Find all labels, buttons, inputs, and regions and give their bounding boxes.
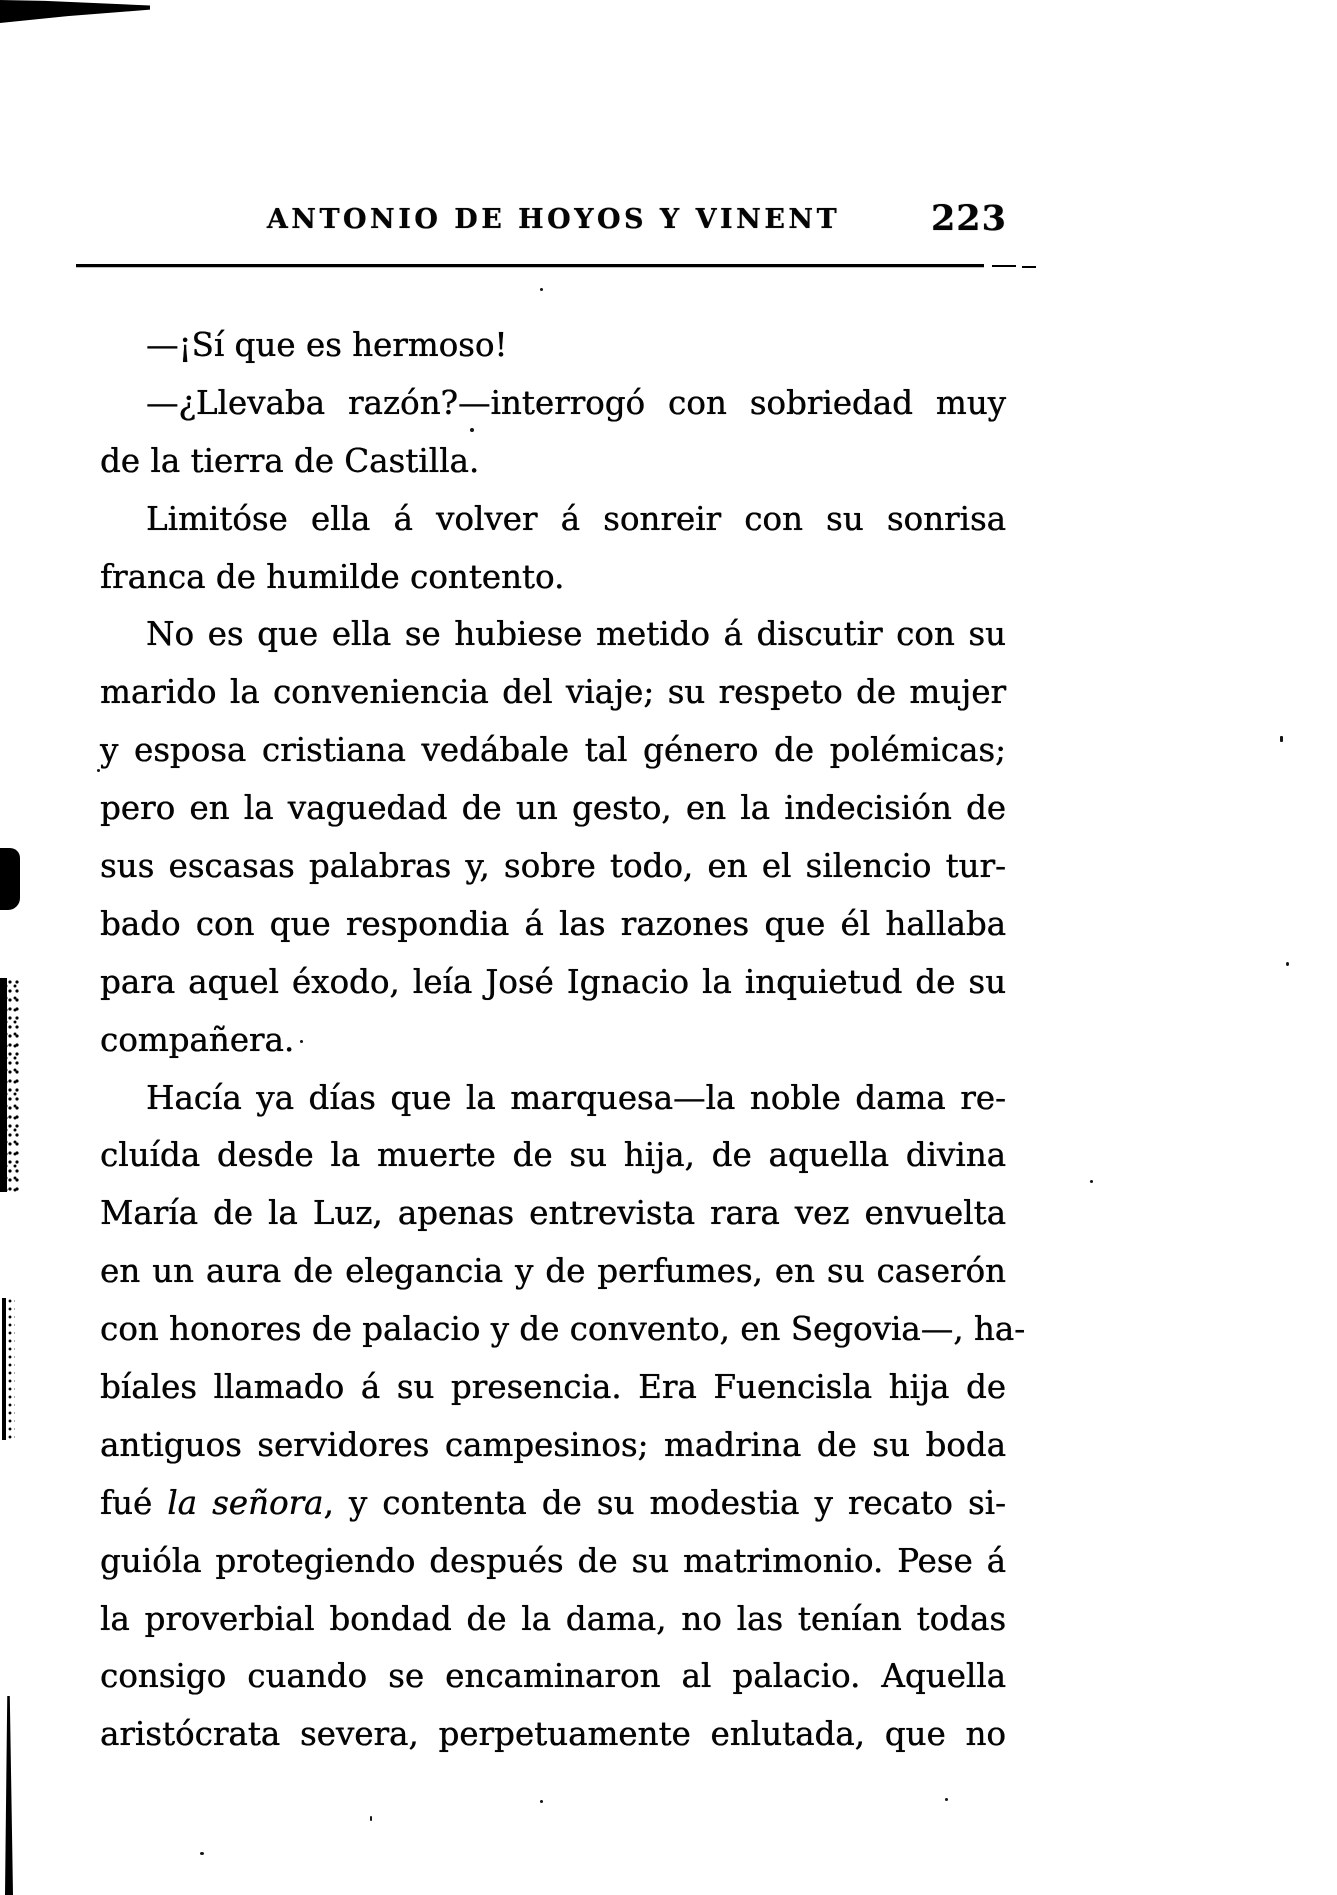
- text-line: [100, 1301, 1026, 1359]
- text-line: [100, 549, 1006, 607]
- text-line: [100, 1012, 1006, 1070]
- text-segment: de la tierra de Castilla.: [100, 441, 480, 480]
- text-segment: Hacía ya días que la marquesa—la noble dama re-: [146, 1078, 1006, 1117]
- scan-speck: [540, 288, 543, 291]
- text-segment: bado con que respondia á las razones que él hallaba: [100, 904, 1006, 943]
- text-segment: para aquel éxodo, leía José Ignacio la inquietud de su: [100, 962, 1006, 1001]
- text-line: [100, 433, 1006, 491]
- header-rule: [76, 264, 984, 267]
- scan-speck: [1286, 962, 1289, 966]
- text-segment: la proverbial bondad de la dama, no las tenían todas: [100, 1599, 1006, 1638]
- text-segment: franca de humilde contento.: [100, 557, 565, 596]
- scan-artifact-edge-line: [5, 1696, 13, 1895]
- scan-speck: [945, 1798, 948, 1801]
- header-rule-dash: [992, 265, 1016, 267]
- text-segment: compañera.: [100, 1020, 295, 1059]
- scan-speck: [370, 1816, 372, 1821]
- text-segment: sus escasas palabras y, sobre todo, en el silencio tur-: [100, 847, 1006, 886]
- text-segment: guióla protegiendo después de su matrimonio. Pese á: [100, 1541, 1006, 1580]
- text-segment: —¡Sí que es hermoso!: [146, 326, 508, 364]
- running-header-title: ANTONIO DE HOYOS Y VINENT: [266, 204, 841, 235]
- scan-artifact-speckle-band: [2, 1298, 15, 1440]
- text-line: [100, 1185, 1006, 1243]
- text-line: [100, 664, 1006, 722]
- text-segment: pero en la vaguedad de un gesto, en la indecisión de: [100, 789, 1006, 828]
- italic-text-segment: la señora: [167, 1483, 324, 1522]
- text-segment: cluída desde la muerte de su hija, de aquella divina: [100, 1136, 1006, 1175]
- text-line: [100, 838, 1006, 896]
- scan-artifact-corner-wedge: [0, 0, 150, 23]
- text-line: [100, 722, 1006, 780]
- text-line: [100, 375, 1006, 433]
- text-segment: Limitóse ella á volver á sonreir con su sonrisa: [146, 499, 1006, 538]
- text-line: [100, 1533, 1006, 1591]
- text-segment: —¿Llevaba razón?—interrogó con sobriedad muy: [146, 383, 1006, 422]
- text-line: [100, 780, 1006, 838]
- text-line: [100, 1417, 1006, 1475]
- text-line: [100, 317, 1006, 375]
- scan-speck: [540, 1800, 543, 1803]
- text-line: [100, 1475, 1006, 1533]
- body-text: [100, 317, 1026, 1764]
- text-line: [100, 606, 1006, 664]
- page-number: 223: [930, 198, 1007, 239]
- text-line: [100, 1070, 1006, 1128]
- text-segment: bíales llamado á su presencia. Era Fuencisla hija de: [100, 1368, 1006, 1407]
- text-line: [100, 896, 1006, 954]
- text-line: [100, 1127, 1006, 1185]
- scan-artifact-speckle-band: [0, 978, 22, 1192]
- text-segment: antiguos servidores campesinos; madrina de su boda: [100, 1425, 1006, 1464]
- text-line: [100, 1648, 1006, 1706]
- scan-speck: [200, 1852, 204, 1855]
- text-line: [100, 1706, 1006, 1764]
- scan-speck: [1280, 736, 1283, 742]
- text-segment: aristócrata severa, perpetuamente enlutada, que no: [100, 1715, 1006, 1754]
- scan-artifact-edge-blob: [0, 848, 20, 910]
- text-segment: fué: [100, 1483, 168, 1522]
- running-header: [100, 198, 1007, 246]
- text-segment: en un aura de elegancia y de perfumes, en su caserón: [100, 1252, 1006, 1291]
- text-segment: con honores de palacio y de convento, en Segovia—, ha-: [100, 1310, 1026, 1349]
- text-segment: No es que ella se hubiese metido á discutir con su: [146, 615, 1006, 654]
- text-line: [100, 954, 1006, 1012]
- text-line: [100, 1243, 1006, 1301]
- text-segment: y esposa cristiana vedábale tal género de polémicas;: [100, 731, 1006, 770]
- text-line: [100, 1591, 1006, 1649]
- text-segment: marido la conveniencia del viaje; su respeto de mujer: [100, 673, 1006, 712]
- text-segment: María de la Luz, apenas entrevista rara vez envuelta: [100, 1194, 1006, 1233]
- header-rule-dash: [1022, 266, 1036, 268]
- text-line: [100, 1359, 1006, 1417]
- text-segment: consigo cuando se encaminaron al palacio. Aquella: [100, 1657, 1006, 1696]
- scan-speck: [1090, 1180, 1093, 1183]
- text-segment: , y contenta de su modestia y recato si-: [323, 1483, 1006, 1522]
- text-line: [100, 491, 1006, 549]
